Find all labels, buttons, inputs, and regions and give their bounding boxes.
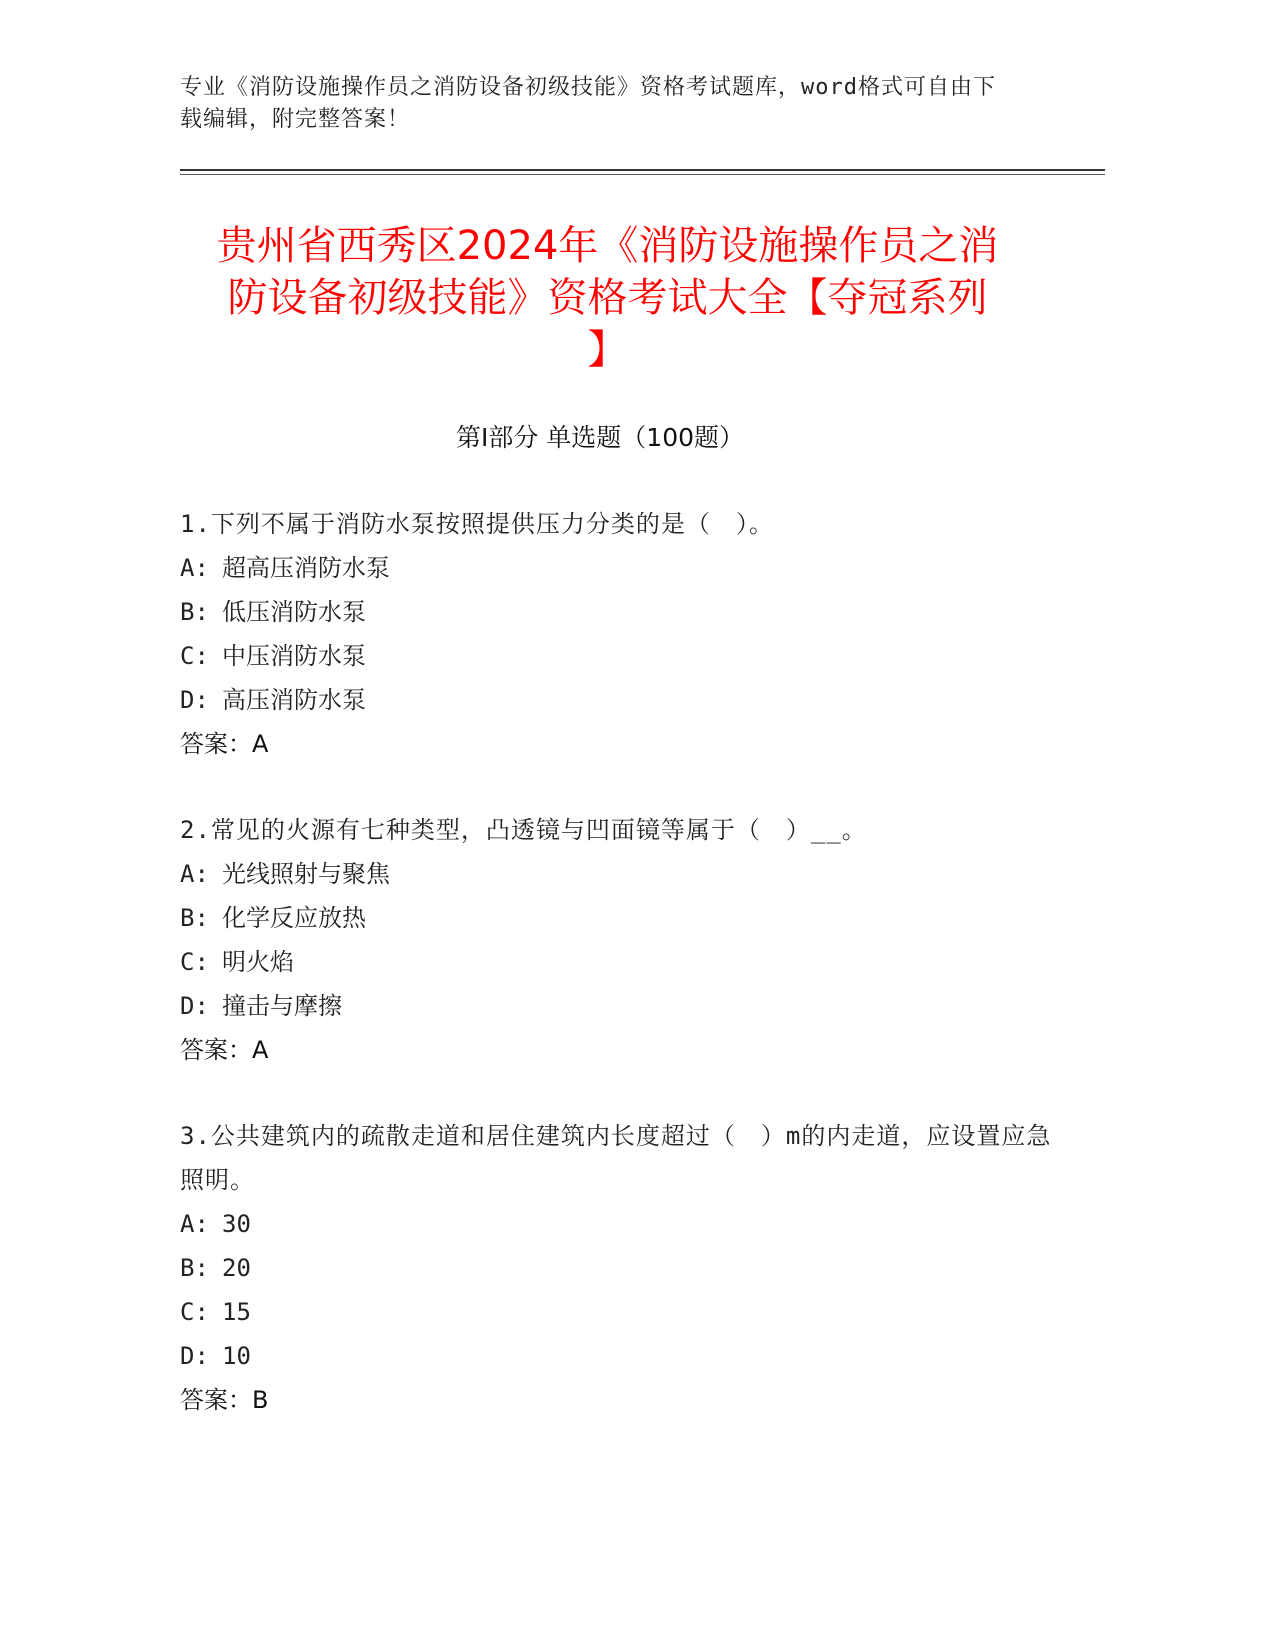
answer-option [180,896,1060,940]
option-text: 30 [222,1210,251,1238]
header-note-line: 载编辑，附完整答案！ [180,107,411,132]
answer-option [180,1290,1060,1334]
answer-option [180,1334,1060,1378]
answer-option [180,678,1060,722]
section-title: 第Ⅰ部分 单选题（100题） [455,423,745,452]
option-text: 中压消防水泵 [222,642,366,670]
header-note-line: 专业《消防设施操作员之消防设备初级技能》资格考试题库，word格式可自由下 [180,75,996,100]
answer-option [180,634,1060,678]
answer-option [180,590,1060,634]
option-text: 光线照射与聚焦 [222,860,390,888]
title-line: 防设备初级技能》资格考试大全【夺冠系列 [227,275,988,321]
title-line: 贵州省西秀区2024年《消防设施操作员之消 [216,223,999,269]
option-text: 20 [222,1254,251,1282]
option-letter: A: [180,860,209,888]
answer-option [180,1246,1060,1290]
question-answer: 答案：A [180,1036,269,1064]
option-text: 化学反应放热 [222,904,366,932]
question-stem: 1.下列不属于消防水泵按照提供压力分类的是（ ）。 [180,510,774,538]
option-letter: A: [180,554,209,582]
option-letter: C: [180,642,209,670]
question-answer: 答案：B [180,1386,269,1414]
answer-option [180,546,1060,590]
option-letter: B: [180,1254,209,1282]
title-line: 】 [587,327,628,373]
option-letter: C: [180,948,209,976]
option-letter: B: [180,904,209,932]
question-stem: 3.公共建筑内的疏散走道和居住建筑内长度超过（ ）m的内走道，应设置应急照明。 [180,1122,1052,1194]
header-divider-thick [180,169,1105,171]
option-letter: A: [180,1210,209,1238]
option-text: 15 [222,1298,251,1326]
option-letter: D: [180,1342,209,1370]
answer-option [180,984,1060,1028]
document-header-note [180,72,1080,136]
question-item [180,808,1060,1072]
answer-option [180,852,1060,896]
option-text: 超高压消防水泵 [222,554,390,582]
option-text: 高压消防水泵 [222,686,366,714]
option-text: 低压消防水泵 [222,598,366,626]
option-letter: B: [180,598,209,626]
option-text: 10 [222,1342,251,1370]
option-letter: D: [180,992,209,1020]
option-letter: D: [180,686,209,714]
option-text: 明火焰 [222,948,294,976]
question-stem: 2.常见的火源有七种类型，凸透镜与凹面镜等属于（ ）__。 [180,816,867,844]
document-title [170,220,1045,376]
question-answer: 答案：A [180,730,269,758]
header-divider-thin [180,174,1105,175]
option-text: 撞击与摩擦 [222,992,342,1020]
question-item [180,502,1060,766]
option-letter: C: [180,1298,209,1326]
question-item [180,1114,1060,1422]
answer-option [180,1202,1060,1246]
answer-option [180,940,1060,984]
